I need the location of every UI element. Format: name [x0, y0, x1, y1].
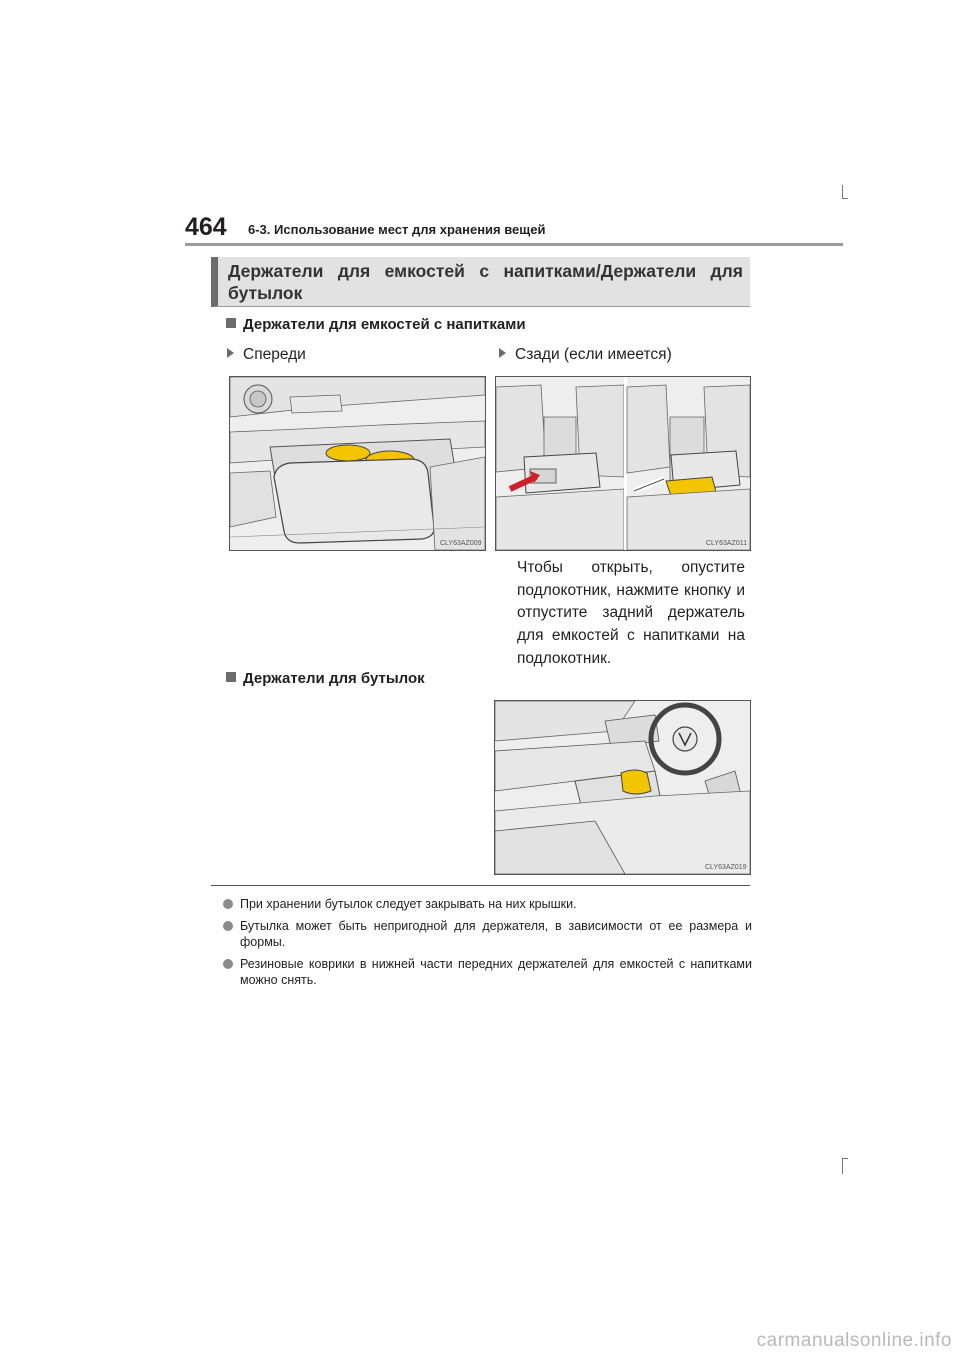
- triangle-bullet-icon: [499, 348, 506, 358]
- triangle-bullet-icon: [227, 348, 234, 358]
- crop-mark-bottom: [842, 1158, 843, 1174]
- bottle-figure-code: CLY63AZ019: [705, 864, 747, 871]
- rear-figure-code: CLY63AZ011: [706, 540, 747, 547]
- note-item: [224, 918, 752, 950]
- front-figure-code: CLY63AZ009: [440, 540, 482, 547]
- rear-label: [499, 346, 672, 364]
- cup-holders-heading: [226, 316, 526, 333]
- rear-instruction-text: Чтобы открыть, опустите подлокотник, нажмите кнопку и отпустите задний держатель для емкостей с напитками на подлокотник.: [517, 559, 745, 667]
- note-text: Бутылка может быть непригодной для держателя, в зависимости от ее размера и формы.: [240, 919, 752, 949]
- watermark: carmanualsonline.info: [756, 1330, 952, 1351]
- crop-mark-bottom-foot: [842, 1158, 848, 1159]
- section-title: Держатели для емкостей с напитками/Держатели для бутылок: [228, 261, 743, 303]
- front-cup-holder-figure: [229, 376, 486, 551]
- square-bullet-icon: [226, 672, 236, 682]
- square-bullet-icon: [226, 318, 236, 328]
- crop-mark-top-foot: [842, 198, 848, 199]
- bottle-holders-heading-text: Держатели для бутылок: [243, 670, 425, 687]
- crop-mark-top: [842, 185, 843, 199]
- circle-bullet-icon: [223, 899, 233, 909]
- notes-rule: [211, 885, 750, 886]
- chapter-title: 6-3. Использование мест для хранения вещей: [248, 222, 546, 237]
- front-label-text: Спереди: [243, 346, 306, 363]
- rear-cup-holder-figure: [495, 376, 751, 551]
- cup-holders-heading-text: Держатели для емкостей с напитками: [243, 316, 526, 333]
- page-number: 464: [185, 213, 227, 241]
- header-rule: [185, 243, 843, 246]
- note-item: [224, 896, 752, 912]
- bottle-holder-figure: [494, 700, 751, 875]
- circle-bullet-icon: [223, 921, 233, 931]
- section-heading-box: [211, 257, 750, 307]
- door-bottle-holder-illustration: [495, 701, 750, 874]
- rear-armrest-illustration: [496, 377, 750, 550]
- circle-bullet-icon: [223, 959, 233, 969]
- rear-label-text: Сзади (если имеется): [515, 346, 672, 363]
- note-text: Резиновые коврики в нижней части передних держателей для емкостей с напитками можно снять.: [240, 957, 752, 987]
- front-console-illustration: [230, 377, 485, 550]
- front-label: [227, 346, 306, 364]
- bottle-holders-heading: [226, 670, 425, 687]
- note-item: [224, 956, 752, 988]
- note-text: При хранении бутылок следует закрывать на них крышки.: [240, 897, 577, 911]
